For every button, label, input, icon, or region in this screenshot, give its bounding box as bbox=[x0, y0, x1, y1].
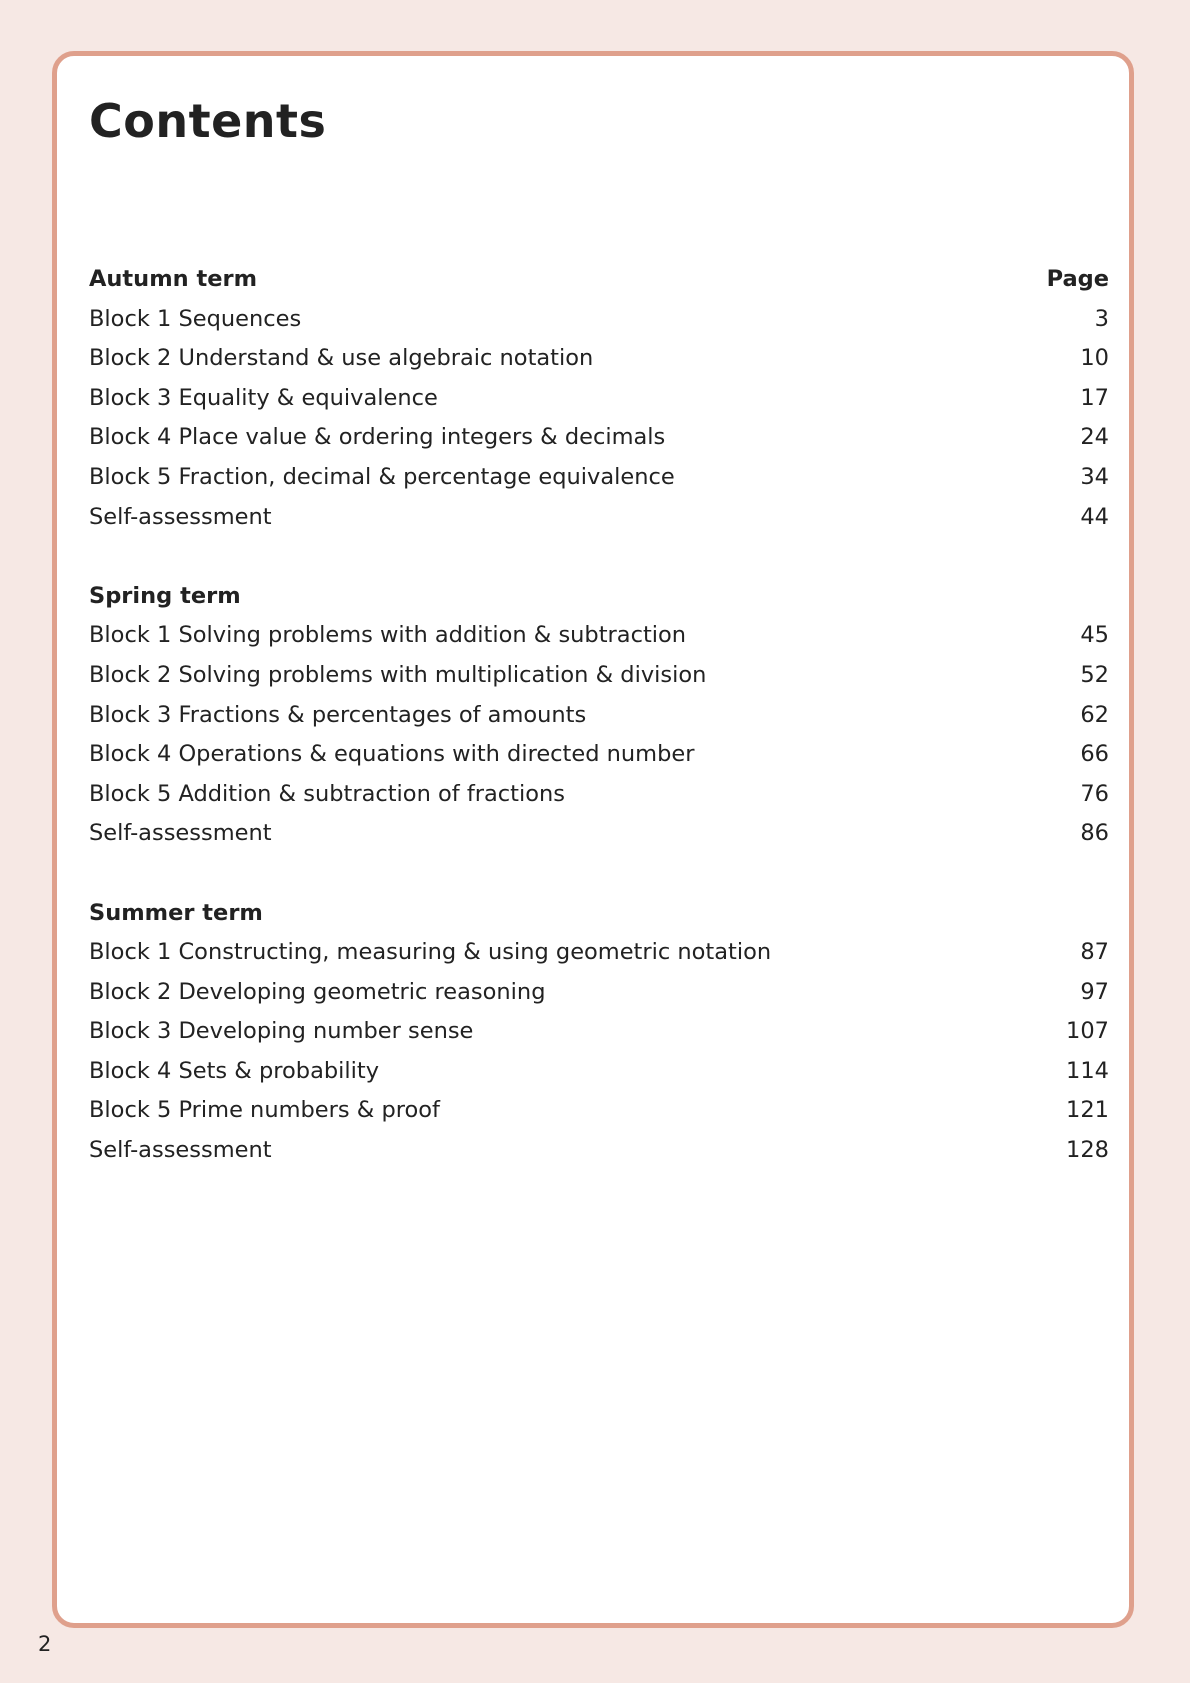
toc-entry-page: 97 bbox=[1080, 978, 1109, 1005]
toc-entry-label: Block 1 Constructing, measuring & using geometric notation bbox=[89, 939, 772, 966]
toc-entry[interactable] bbox=[89, 616, 1109, 656]
section-heading: Summer term bbox=[89, 899, 263, 926]
toc-entry-page: 62 bbox=[1080, 701, 1109, 728]
page-number: 2 bbox=[38, 1632, 52, 1656]
toc-entry[interactable] bbox=[89, 933, 1109, 973]
section-header bbox=[89, 894, 1109, 934]
toc-entry-label: Block 3 Developing number sense bbox=[89, 1018, 474, 1045]
toc-entry-label: Block 2 Understand & use algebraic notation bbox=[89, 345, 594, 372]
section-heading: Spring term bbox=[89, 582, 241, 609]
toc-entry-page: 128 bbox=[1066, 1137, 1109, 1164]
toc-entry-label: Block 4 Place value & ordering integers & decimals bbox=[89, 424, 666, 451]
toc-entry[interactable] bbox=[89, 735, 1109, 775]
toc-entry[interactable] bbox=[89, 379, 1109, 419]
toc-entry[interactable] bbox=[89, 775, 1109, 815]
contents-panel bbox=[52, 51, 1134, 1628]
toc-entry-label: Block 2 Developing geometric reasoning bbox=[89, 978, 546, 1005]
toc-entry-page: 121 bbox=[1066, 1097, 1109, 1124]
toc-entry-page: 24 bbox=[1080, 424, 1109, 451]
section-summer-term bbox=[89, 894, 1109, 1171]
toc-entry[interactable] bbox=[89, 973, 1109, 1013]
toc-entry-label: Block 3 Fractions & percentages of amounts bbox=[89, 701, 587, 728]
toc-entry-page: 17 bbox=[1080, 384, 1109, 411]
section-header bbox=[89, 577, 1109, 617]
toc-entry-page: 44 bbox=[1080, 503, 1109, 530]
section-autumn-term bbox=[89, 260, 1109, 537]
table-of-contents bbox=[89, 260, 1109, 1210]
toc-entry-page: 87 bbox=[1080, 939, 1109, 966]
section-heading: Autumn term bbox=[89, 266, 258, 292]
toc-entry-label: Block 4 Sets & probability bbox=[89, 1057, 380, 1084]
toc-entry[interactable] bbox=[89, 1012, 1109, 1052]
page-title: Contents bbox=[89, 94, 327, 148]
toc-entry-page: 45 bbox=[1080, 622, 1109, 649]
section-spring-term bbox=[89, 577, 1109, 854]
toc-entry[interactable] bbox=[89, 498, 1109, 538]
toc-entry-page: 52 bbox=[1080, 661, 1109, 688]
page-column-header: Page bbox=[1046, 266, 1109, 292]
toc-entry-page: 114 bbox=[1066, 1057, 1109, 1084]
toc-entry-label: Block 3 Equality & equivalence bbox=[89, 384, 438, 411]
toc-entry-label: Block 2 Solving problems with multiplication & division bbox=[89, 661, 707, 688]
toc-entry[interactable] bbox=[89, 814, 1109, 854]
toc-entry[interactable] bbox=[89, 1052, 1109, 1092]
toc-entry-label: Block 5 Prime numbers & proof bbox=[89, 1097, 440, 1124]
toc-entry-page: 10 bbox=[1080, 345, 1109, 372]
toc-entry-label: Self-assessment bbox=[89, 1137, 272, 1164]
toc-entry-label: Block 1 Sequences bbox=[89, 305, 302, 332]
toc-entry[interactable] bbox=[89, 300, 1109, 340]
section-header bbox=[89, 260, 1109, 300]
toc-entry-label: Block 4 Operations & equations with directed number bbox=[89, 741, 695, 768]
toc-entry[interactable] bbox=[89, 1131, 1109, 1171]
toc-entry-label: Self-assessment bbox=[89, 820, 272, 847]
toc-entry-page: 86 bbox=[1080, 820, 1109, 847]
toc-entry-page: 76 bbox=[1080, 780, 1109, 807]
toc-entry-label: Block 5 Addition & subtraction of fractions bbox=[89, 780, 565, 807]
toc-entry[interactable] bbox=[89, 696, 1109, 736]
toc-entry-label: Block 1 Solving problems with addition & subtraction bbox=[89, 622, 687, 649]
toc-entry-label: Self-assessment bbox=[89, 503, 272, 530]
toc-entry-page: 34 bbox=[1080, 463, 1109, 490]
toc-entry[interactable] bbox=[89, 458, 1109, 498]
toc-entry[interactable] bbox=[89, 1091, 1109, 1131]
toc-entry[interactable] bbox=[89, 418, 1109, 458]
toc-entry-page: 107 bbox=[1066, 1018, 1109, 1045]
toc-entry-page: 66 bbox=[1080, 741, 1109, 768]
toc-entry[interactable] bbox=[89, 656, 1109, 696]
toc-entry-page: 3 bbox=[1094, 305, 1109, 332]
toc-entry-label: Block 5 Fraction, decimal & percentage equivalence bbox=[89, 463, 675, 490]
toc-entry[interactable] bbox=[89, 339, 1109, 379]
